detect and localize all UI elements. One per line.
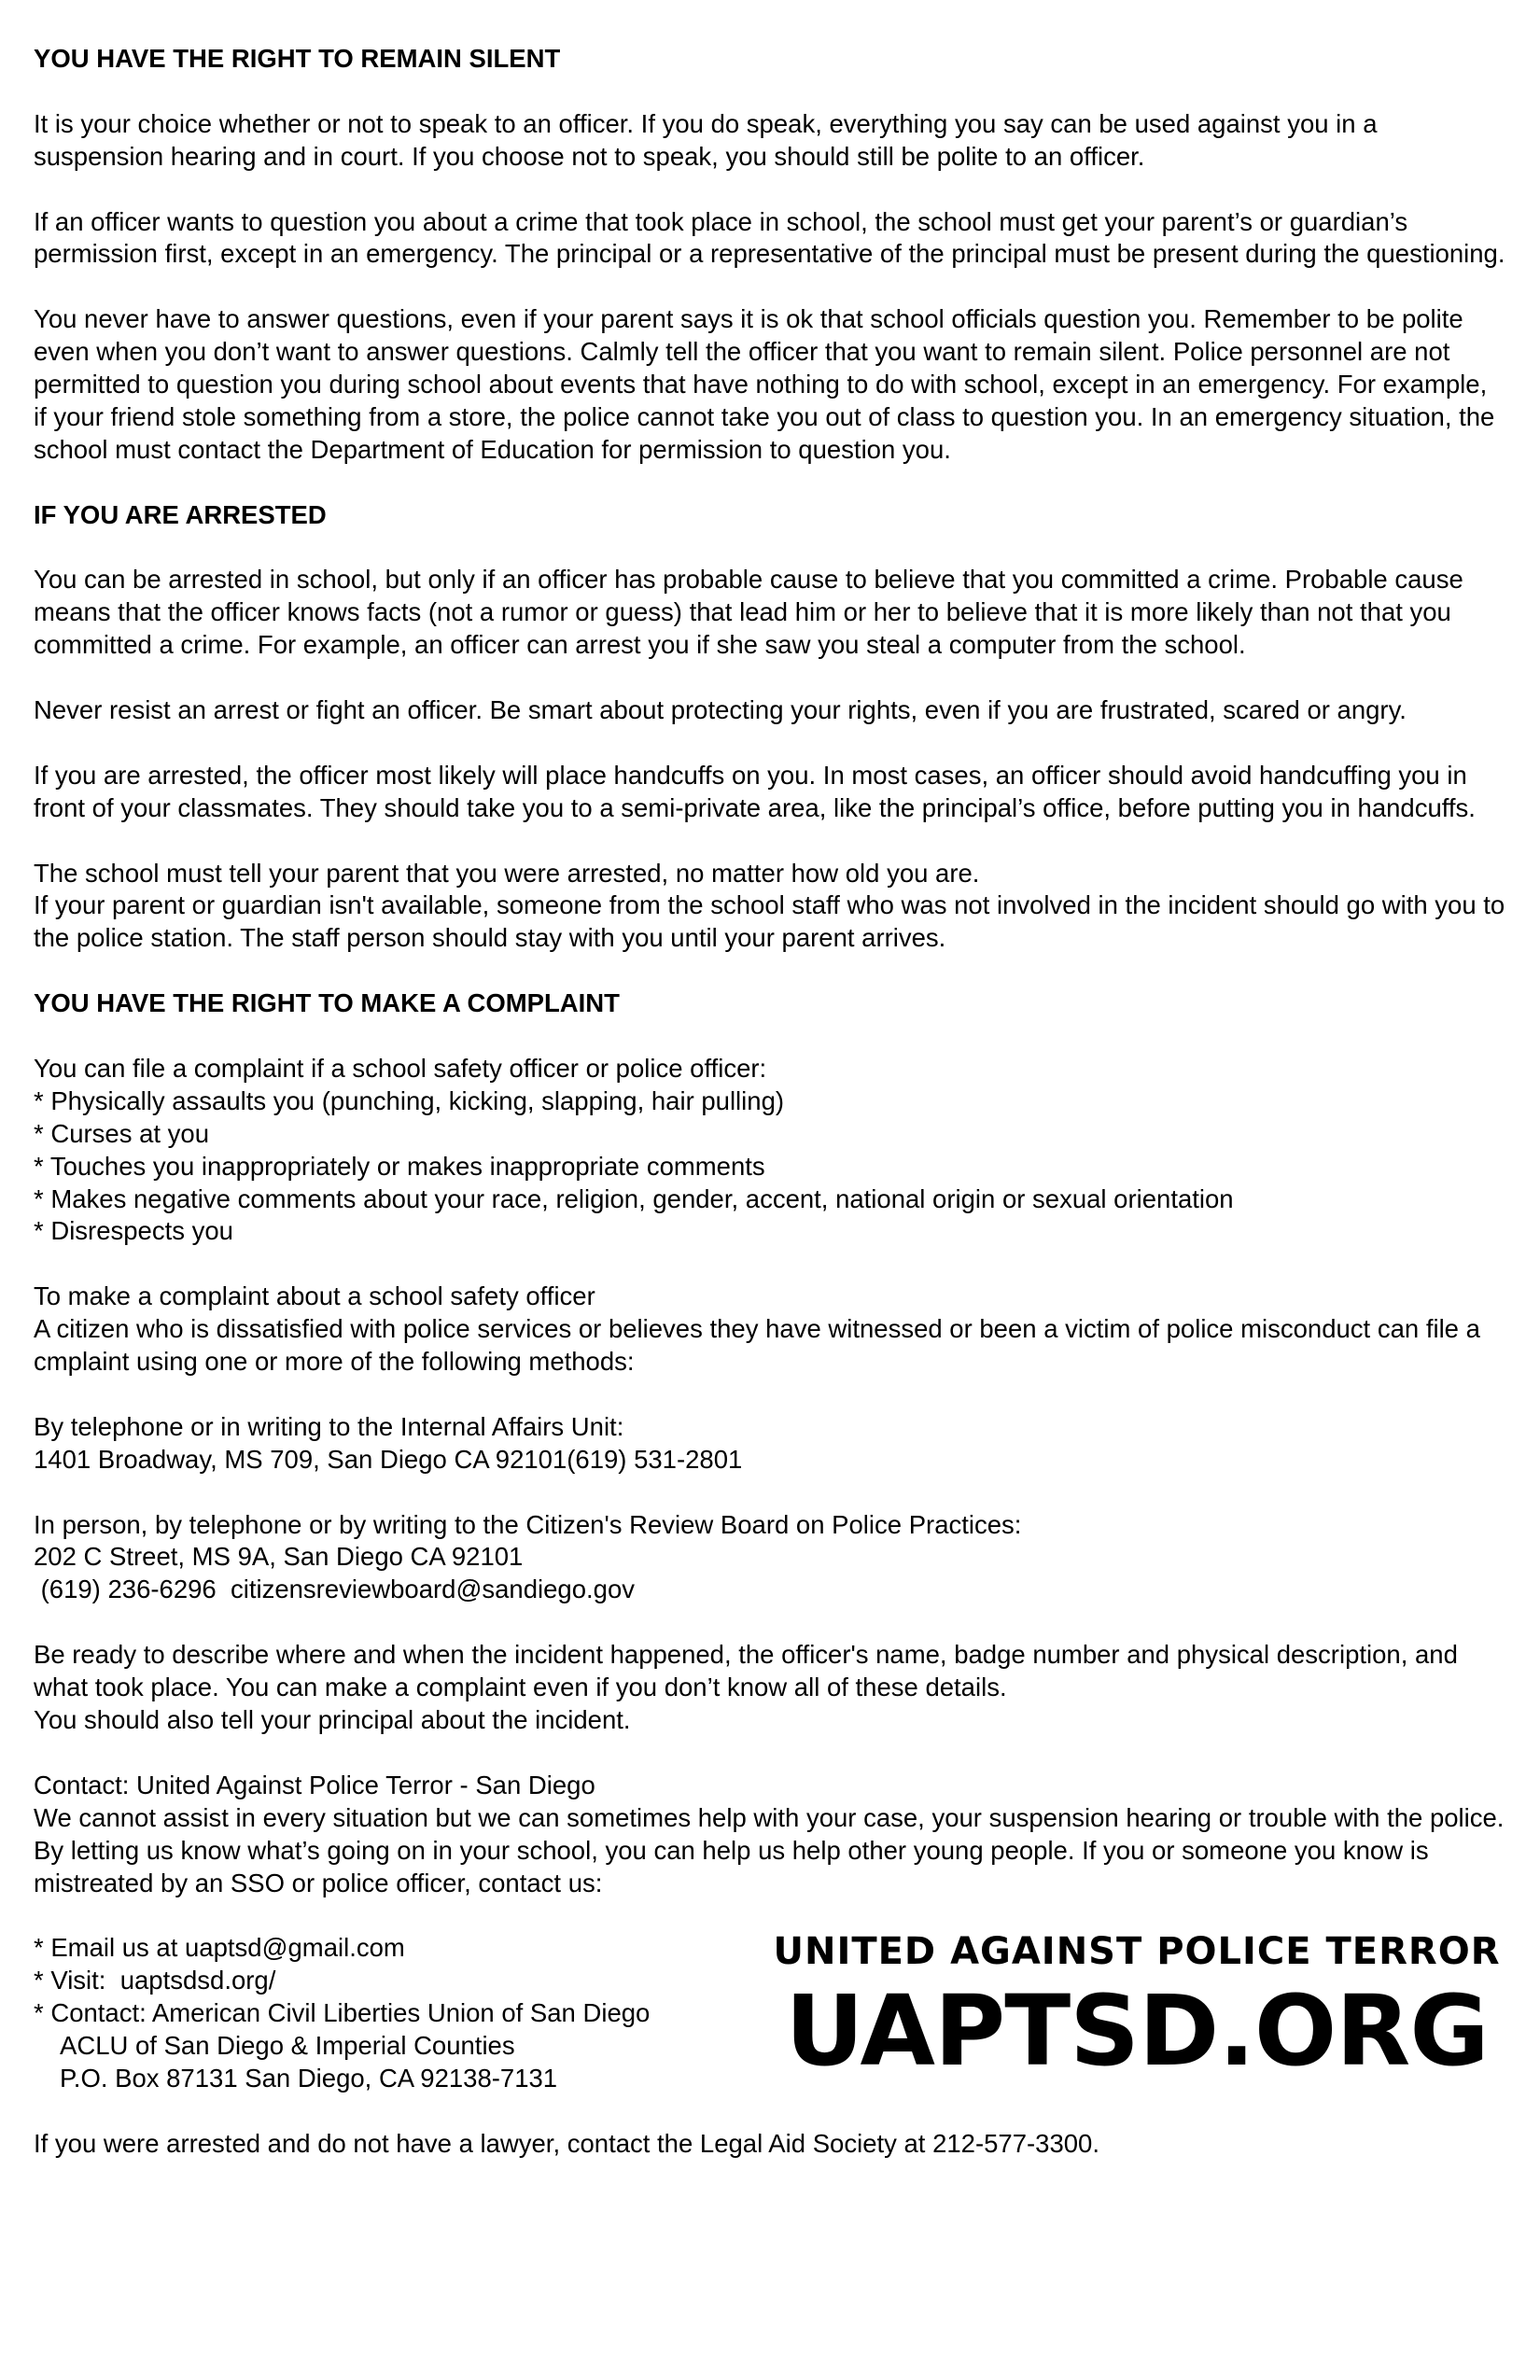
review-board-contact: (619) 236-6296 citizensreviewboard@sandiego.gov: [34, 1575, 635, 1604]
section-heading-complaint: YOU HAVE THE RIGHT TO MAKE A COMPLAINT: [34, 988, 620, 1018]
section-heading-arrested: IF YOU ARE ARRESTED: [34, 499, 327, 529]
sso-complaint-text: A citizen who is dissatisfied with police services or believes they have witnessed or been a victim of police misconduct can file a cmplaint using one or more of the following methods:: [34, 1314, 1480, 1377]
paragraph-staff-escort: If your parent or guardian isn't available, someone from the school staff who was not involved in the incident should go with you to the police station. The staff person should stay with you until your parent arrives.: [34, 890, 1505, 953]
list-item: * Physically assaults you (punching, kicking, slapping, hair pulling): [34, 1085, 785, 1115]
list-item: * Makes negative comments about your race, religion, gender, accent, national origin or sexual orientation: [34, 1183, 1234, 1213]
paragraph-handcuffs: If you are arrested, the officer most likely will place handcuffs on you. In most cases, an officer should avoid handcuffing you in front of your classmates. They should take you to a semi-private area, like the principal’s office, before putting you in handcuffs.: [34, 760, 1476, 822]
list-item: * Curses at you: [34, 1118, 210, 1148]
brand-logo: [740, 1930, 1533, 2089]
contact-aclu: * Contact: American Civil Liberties Union of San Diego: [34, 1998, 651, 2028]
contact-email: * Email us at uaptsd@gmail.com: [34, 1933, 405, 1963]
paragraph-be-ready: Be ready to describe where and when the incident happened, the officer's name, badge number and physical description, and what took place. You can make a complaint even if you don’t know all of these details.: [34, 1640, 1458, 1702]
paragraph-never-resist: Never resist an arrest or fight an officer. Be smart about protecting your rights, even if you are frustrated, scared or angry.: [34, 695, 1407, 725]
internal-affairs-label: By telephone or in writing to the Internal Affairs Unit:: [34, 1411, 624, 1441]
paragraph-never-answer: You never have to answer questions, even if your parent says it is ok that school officials question you. Remember to be polite even when you don’t want to answer questions. Calmly tell the officer that you want to remain silent. Police personnel are not permitted to question you during school about events that have nothing to do with school, except in an emergency. For example, if your friend stole something from a store, the police cannot take you out of class to question you. In an emergency situation, the school must contact the Department of Education for permission to question you.: [34, 304, 1495, 464]
list-item: * Touches you inappropriately or makes inappropriate comments: [34, 1151, 765, 1181]
document-page: [34, 43, 1506, 2161]
contact-aclu-name: ACLU of San Diego & Imperial Counties: [60, 2031, 515, 2061]
contact-list: [34, 1932, 743, 2095]
complaint-intro: You can file a complaint if a school safety officer or police officer:: [34, 1053, 767, 1083]
contact-title: Contact: United Against Police Terror - San Diego: [34, 1770, 595, 1799]
contact-text: We cannot assist in every situation but we can sometimes help with your case, your suspension hearing or trouble with the police. By letting us know what’s going on in your school, you can help us help other young people. If you or someone you know is mistreated by an SSO or police officer, contact us:: [34, 1802, 1505, 1897]
section-heading-remain-silent: YOU HAVE THE RIGHT TO REMAIN SILENT: [34, 44, 561, 73]
review-board-address: 202 C Street, MS 9A, San Diego CA 92101: [34, 1542, 524, 1572]
paragraph-choice-to-speak: It is your choice whether or not to speak to an officer. If you do speak, everything you say can be used against you in a suspension hearing and in court. If you choose not to speak, you should still be polite to an officer.: [34, 108, 1378, 171]
paragraph-tell-principal: You should also tell your principal about the incident.: [34, 1705, 631, 1734]
review-board-label: In person, by telephone or by writing to the Citizen's Review Board on Police Practices:: [34, 1509, 1022, 1539]
contact-aclu-address: P.O. Box 87131 San Diego, CA 92138-7131: [60, 2063, 558, 2093]
paragraph-school-tells-parent: The school must tell your parent that you were arrested, no matter how old you are.: [34, 858, 980, 888]
brand-url: UAPTSD.ORG: [785, 1974, 1489, 2089]
list-item: * Disrespects you: [34, 1216, 233, 1246]
contact-and-brand-block: [34, 1932, 1506, 2095]
paragraph-probable-cause: You can be arrested in school, but only if an officer has probable cause to believe that you committed a crime. Probable cause means that the officer knows facts (not a rumor or guess) that lead him or her to believe that it is more likely than not that you committed a crime. For example, an officer can arrest you if she saw you steal a computer from the school.: [34, 565, 1463, 660]
internal-affairs-address: 1401 Broadway, MS 709, San Diego CA 92101(619) 531-2801: [34, 1444, 743, 1474]
brand-tagline: UNITED AGAINST POLICE TERROR: [773, 1930, 1501, 1974]
paragraph-parent-permission: If an officer wants to question you about a crime that took place in school, the school must get your parent’s or guardian’s permission first, except in an emergency. The principal or a representative of the principal must be present during the questioning.: [34, 206, 1505, 269]
sso-complaint-title: To make a complaint about a school safety officer: [34, 1281, 595, 1311]
contact-visit: * Visit: uaptsdsd.org/: [34, 1966, 276, 1995]
footer-legal-aid: If you were arrested and do not have a lawyer, contact the Legal Aid Society at 212-577-3300.: [34, 2128, 1099, 2158]
